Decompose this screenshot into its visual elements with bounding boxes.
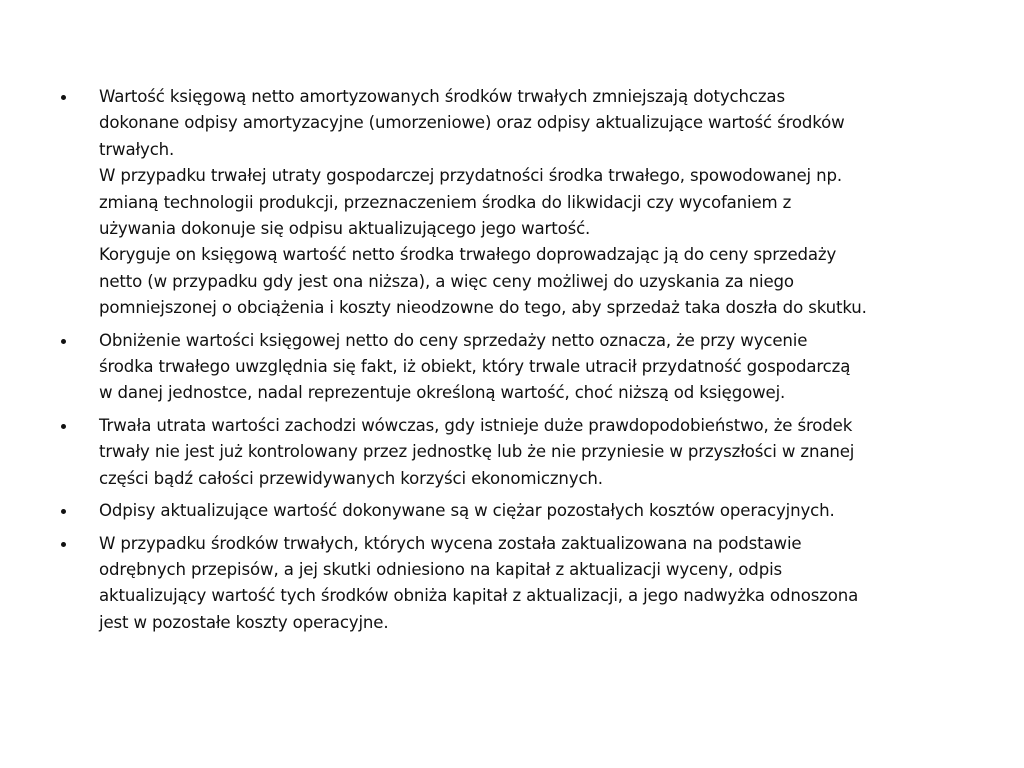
bullet-line: Trwała utrata wartości zachodzi wówczas, gdy istnieje duże prawdopodobieństwo, że środek: [99, 415, 853, 435]
bullet-line: Wartość księgową netto amortyzowanych środków trwałych zmniejszają dotychczas: [99, 87, 785, 106]
bullet-line: odrębnych przepisów, a jej skutki odniesiono na kapitał z aktualizacji wyceny, odpis: [99, 559, 783, 579]
bullet-item: [58, 498, 978, 524]
bullet-line: dokonane odpisy amortyzacyjne (umorzeniowe) oraz odpisy aktualizujące wartość środków: [99, 113, 845, 133]
bullet-item: [58, 328, 978, 407]
bullet-line: W przypadku trwałej utraty gospodarczej przydatności środka trwałego, spowodowanej np.: [99, 166, 842, 186]
bullet-dot-icon: [61, 95, 66, 100]
bullet-list: [58, 84, 978, 642]
bullet-line: pomniejszonej o obciążenia i koszty nieodzowne do tego, aby sprzedaż taka doszła do skutku.: [99, 298, 867, 318]
bullet-dot-icon: [61, 509, 66, 514]
bullet-line: Odpisy aktualizujące wartość dokonywane są w ciężar pozostałych kosztów operacyjnych.: [99, 501, 835, 521]
bullet-line: części bądź całości przewidywanych korzyści ekonomicznych.: [99, 468, 603, 488]
bullet-line: aktualizujący wartość tych środków obniża kapitał z aktualizacji, a jego nadwyżka odnoszona: [99, 586, 859, 606]
bullet-item: [58, 84, 978, 322]
bullet-dot-icon: [61, 542, 66, 547]
bullet-line: trwałych.: [99, 139, 175, 159]
bullet-line: w danej jednostce, nadal reprezentuje określoną wartość, choć niższą od księgowej.: [99, 383, 786, 403]
bullet-line: netto (w przypadku gdy jest ona niższa), a więc ceny możliwej do uzyskania za niego: [99, 271, 794, 291]
bullet-line: środka trwałego uwzględnia się fakt, iż obiekt, który trwale utracił przydatność gospodarczą: [99, 357, 851, 377]
bullet-line: Koryguje on księgową wartość netto środka trwałego doprowadzając ją do ceny sprzedaży: [99, 245, 837, 265]
bullet-item: [58, 413, 978, 492]
bullet-line: zmianą technologii produkcji, przeznaczeniem środka do likwidacji czy wycofaniem z: [99, 192, 792, 212]
bullet-dot-icon: [61, 339, 66, 344]
bullet-line: Obniżenie wartości księgowej netto do ceny sprzedaży netto oznacza, że przy wycenie: [99, 330, 808, 350]
bullet-dot-icon: [61, 424, 66, 429]
bullet-line: W przypadku środków trwałych, których wycena została zaktualizowana na podstawie: [99, 533, 802, 553]
bullet-item: [58, 531, 978, 637]
bullet-line: trwały nie jest już kontrolowany przez jednostkę lub że nie przyniesie w przyszłości w znanej: [99, 442, 855, 462]
bullet-line: używania dokonuje się odpisu aktualizującego jego wartość.: [99, 219, 591, 239]
bullet-line: jest w pozostałe koszty operacyjne.: [99, 612, 389, 632]
